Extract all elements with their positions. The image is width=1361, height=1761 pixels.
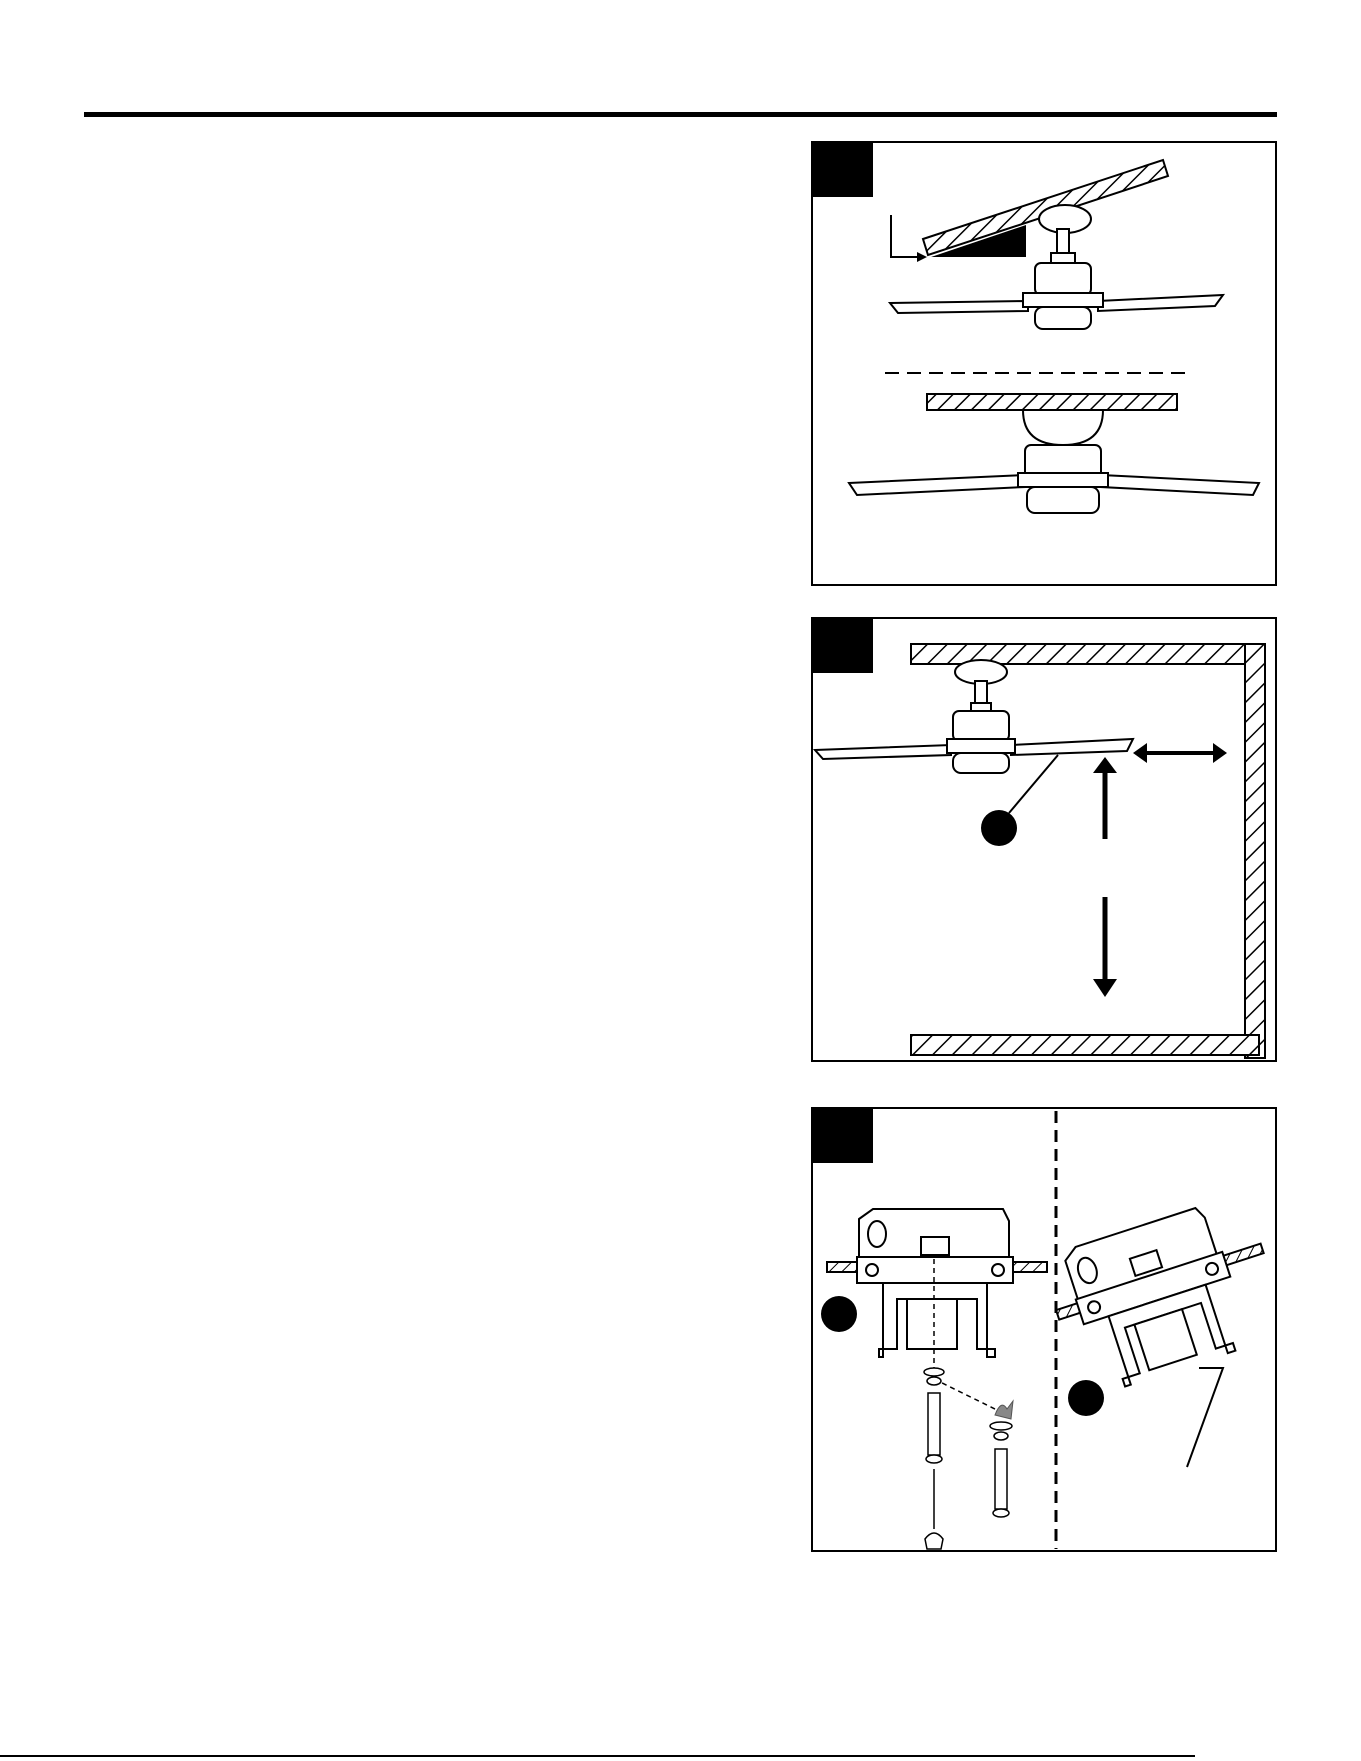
ceiling-fan bbox=[815, 660, 1133, 773]
rotate-arrow-icon bbox=[995, 1401, 1013, 1419]
angled-fan bbox=[890, 205, 1223, 329]
figure-panel-3 bbox=[811, 1107, 1277, 1552]
left-outlet-box-assembly bbox=[827, 1209, 1047, 1357]
room-wall bbox=[1245, 644, 1265, 1058]
slope-angle-indicator bbox=[891, 215, 917, 257]
footer-rule bbox=[0, 1755, 1195, 1757]
right-outlet-box-assembly bbox=[1039, 1192, 1275, 1399]
callout-marker-left bbox=[821, 1296, 857, 1332]
room-floor bbox=[911, 1035, 1259, 1055]
sloped-and-flat-ceiling-illustration bbox=[813, 143, 1275, 584]
fan-clearance-illustration bbox=[813, 619, 1275, 1060]
callout-marker-right bbox=[1068, 1380, 1104, 1416]
callout-marker bbox=[981, 810, 1017, 846]
instruction-text-column bbox=[84, 140, 784, 1540]
header-rule bbox=[84, 112, 1277, 117]
room-ceiling bbox=[911, 644, 1259, 664]
figure-panel-2 bbox=[811, 617, 1277, 1062]
callout-leader bbox=[1187, 1368, 1223, 1467]
outlet-box-mounting-illustration bbox=[813, 1109, 1275, 1550]
flush-mount-fan bbox=[849, 410, 1259, 513]
callout-leader bbox=[1009, 755, 1058, 813]
figure-panel-1 bbox=[811, 141, 1277, 586]
sloped-ceiling bbox=[923, 160, 1168, 255]
flat-ceiling bbox=[927, 394, 1177, 410]
